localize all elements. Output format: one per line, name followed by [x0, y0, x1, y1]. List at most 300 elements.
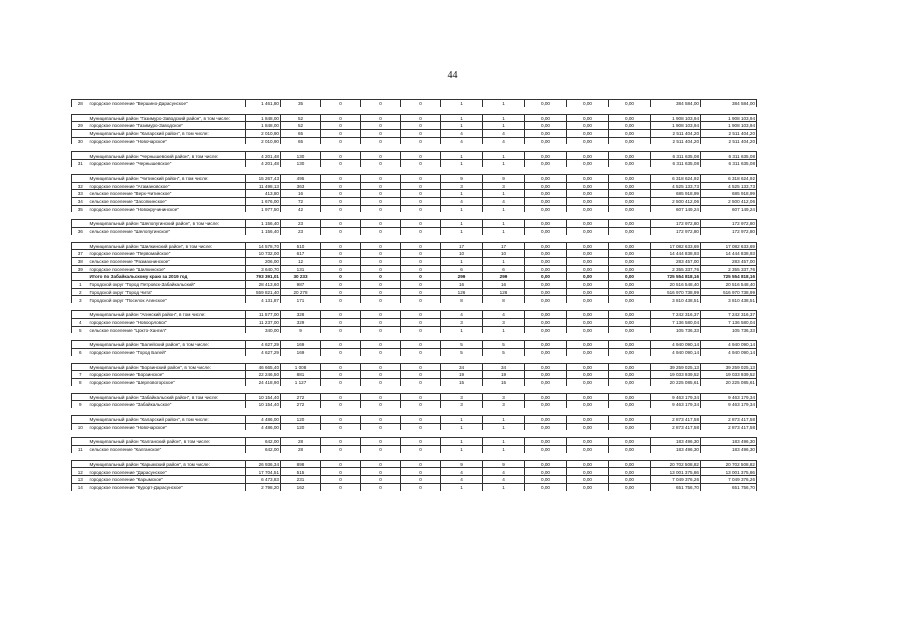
cell-value: 10: [441, 250, 483, 258]
cell-value: 0: [401, 205, 441, 212]
cell-value: 0,00: [567, 220, 609, 228]
table-row: [72, 318, 757, 326]
cell-value: 0: [321, 197, 361, 205]
cell-value: 34: [441, 363, 483, 371]
cell-value: 515: [281, 468, 321, 476]
cell-value: 0: [321, 205, 361, 212]
cell-value: 0: [361, 250, 401, 258]
row-number: 29: [72, 122, 89, 130]
cell-value: 0,00: [567, 348, 609, 355]
cell-value: 0: [321, 160, 361, 167]
cell-value: 0: [401, 446, 441, 453]
cell-value: 0: [361, 190, 401, 198]
row-spacer: [72, 408, 757, 416]
cell-value: 0: [361, 137, 401, 144]
cell-value: 39 259 025,13: [651, 363, 701, 371]
row-name: Муниципальный район "Шилкинский район", в том числе:: [89, 242, 246, 250]
row-number: [72, 341, 89, 349]
cell-value: 0,00: [525, 174, 567, 182]
row-name: городское поселение "Атамановское": [89, 182, 246, 190]
page-number: 44: [447, 70, 458, 81]
cell-value: 0,00: [567, 130, 609, 138]
cell-value: 6 311 635,08: [701, 152, 757, 160]
cell-value: 0: [361, 227, 401, 234]
cell-value: 1: [441, 438, 483, 446]
cell-value: 15: [483, 378, 525, 385]
cell-value: 0,00: [525, 326, 567, 333]
cell-value: 0,00: [567, 401, 609, 408]
cell-value: 0: [361, 446, 401, 453]
cell-value: 283 457,00: [701, 258, 757, 266]
cell-value: 3: [441, 393, 483, 401]
cell-value: 299: [483, 273, 525, 281]
cell-value: 20 225 085,61: [701, 378, 757, 385]
cell-value: 6: [483, 265, 525, 273]
cell-value: 0: [361, 273, 401, 281]
cell-value: 0,00: [567, 378, 609, 385]
cell-value: 14 444 838,93: [651, 250, 701, 258]
table-row: [72, 190, 757, 198]
cell-value: 0,00: [609, 250, 651, 258]
cell-value: 3 640,70: [246, 265, 281, 273]
cell-value: 2 355 337,76: [701, 265, 757, 273]
cell-value: 5: [483, 348, 525, 355]
row-name: городское поселение "Газимуро-Заводское": [89, 122, 246, 130]
table-row: [72, 273, 757, 281]
cell-value: 20 225 085,61: [651, 378, 701, 385]
cell-value: 0,00: [567, 296, 609, 303]
cell-value: 0,00: [525, 416, 567, 424]
cell-value: 0: [361, 160, 401, 167]
cell-value: 120: [281, 416, 321, 424]
cell-value: 4: [441, 137, 483, 144]
row-number: [72, 460, 89, 468]
cell-value: 20 516 548,40: [651, 281, 701, 289]
cell-value: 0: [401, 348, 441, 355]
cell-value: 0,00: [609, 265, 651, 273]
row-number: 8: [72, 378, 89, 385]
cell-value: 2 355 337,76: [651, 265, 701, 273]
cell-value: 0,00: [525, 100, 567, 107]
table-row: [72, 401, 757, 408]
cell-value: 183 496,30: [651, 446, 701, 453]
row-name: Муниципальный район "Чернышевский район", в том числе:: [89, 152, 246, 160]
cell-value: 11 577,00: [246, 311, 281, 319]
cell-value: 35: [281, 100, 321, 107]
cell-value: 1: [483, 423, 525, 430]
cell-value: 651 756,70: [651, 483, 701, 490]
cell-value: 0: [401, 182, 441, 190]
cell-value: 685 918,99: [701, 190, 757, 198]
row-name: Муниципальный район "Балейский район", в том числе:: [89, 341, 246, 349]
cell-value: 3: [483, 393, 525, 401]
row-name: Муниципальный район "Калганский район", в том числе:: [89, 438, 246, 446]
cell-value: 0,00: [525, 227, 567, 234]
cell-value: 0,00: [525, 152, 567, 160]
cell-value: 0: [321, 483, 361, 490]
cell-value: 3: [441, 182, 483, 190]
cell-value: 19 033 939,52: [701, 371, 757, 379]
cell-value: 1: [483, 160, 525, 167]
cell-value: 1: [483, 446, 525, 453]
cell-value: 0,00: [609, 468, 651, 476]
row-name: Итого по Забайкальскому краю за 2019 год: [89, 273, 246, 281]
cell-value: 0: [361, 220, 401, 228]
row-name: городское поселение "Борзинское": [89, 371, 246, 379]
cell-value: 0,00: [525, 468, 567, 476]
cell-value: 15: [441, 378, 483, 385]
cell-value: 283 457,00: [651, 258, 701, 266]
table-row: [72, 227, 757, 234]
cell-value: 0: [321, 326, 361, 333]
cell-value: 19: [483, 371, 525, 379]
cell-value: 0,00: [525, 250, 567, 258]
cell-value: 2 010,90: [246, 130, 281, 138]
cell-value: 0,00: [609, 296, 651, 303]
row-name: сельское поселение "Верх-Читинское": [89, 190, 246, 198]
cell-value: 0: [321, 130, 361, 138]
cell-value: 7 242 316,37: [651, 311, 701, 319]
cell-value: 0,00: [567, 250, 609, 258]
cell-value: 13 001 375,86: [701, 468, 757, 476]
cell-value: 0: [321, 468, 361, 476]
row-name: Муниципальный район "Агинский район", в том числе:: [89, 311, 246, 319]
cell-value: 1: [483, 326, 525, 333]
cell-value: 0,00: [609, 114, 651, 122]
cell-value: 3: [483, 182, 525, 190]
row-name: сельское поселение "Калганское": [89, 446, 246, 453]
cell-value: 1: [441, 416, 483, 424]
cell-value: 0,00: [567, 281, 609, 289]
cell-value: 1 008: [281, 363, 321, 371]
cell-value: 2 873 417,58: [701, 416, 757, 424]
cell-value: 3: [441, 318, 483, 326]
cell-value: 169: [281, 348, 321, 355]
cell-value: 617: [281, 250, 321, 258]
cell-value: 7 049 376,26: [651, 476, 701, 484]
cell-value: 4 940 090,14: [651, 341, 701, 349]
cell-value: 9 463 179,34: [651, 393, 701, 401]
table-row: [72, 250, 757, 258]
cell-value: 0,00: [609, 197, 651, 205]
cell-value: 6 473,83: [246, 476, 281, 484]
cell-value: 17 082 633,69: [701, 242, 757, 250]
cell-value: 0: [361, 393, 401, 401]
cell-value: 2 873 417,58: [651, 423, 701, 430]
cell-value: 17: [483, 242, 525, 250]
row-number: [72, 152, 89, 160]
row-number: 36: [72, 227, 89, 234]
cell-value: 0: [361, 460, 401, 468]
cell-value: 0,00: [609, 401, 651, 408]
row-name: городское поселение "Новочарское": [89, 137, 246, 144]
row-name: городское поселение "Первомайское": [89, 250, 246, 258]
cell-value: 0: [401, 114, 441, 122]
table-row: [72, 182, 757, 190]
cell-value: 0,00: [525, 160, 567, 167]
cell-value: 3 810 438,51: [651, 296, 701, 303]
cell-value: 329: [281, 318, 321, 326]
row-name: городское поселение "Новоорловск": [89, 318, 246, 326]
cell-value: 1 848,00: [246, 114, 281, 122]
cell-value: 725 554 818,16: [651, 273, 701, 281]
cell-value: 340,00: [246, 326, 281, 333]
cell-value: 0,00: [567, 341, 609, 349]
cell-value: 19: [441, 371, 483, 379]
cell-value: 15 267,43: [246, 174, 281, 182]
cell-value: 1 676,00: [246, 197, 281, 205]
cell-value: 0,00: [567, 468, 609, 476]
cell-value: 0: [321, 122, 361, 130]
cell-value: 0: [361, 258, 401, 266]
cell-value: 9: [483, 460, 525, 468]
cell-value: 0: [361, 311, 401, 319]
cell-value: 0,00: [567, 423, 609, 430]
table-row: [72, 220, 757, 228]
cell-value: 0: [361, 100, 401, 107]
cell-value: 0: [361, 438, 401, 446]
cell-value: 130: [281, 152, 321, 160]
table-row: [72, 378, 757, 385]
cell-value: 1: [483, 416, 525, 424]
cell-value: 9 463 179,34: [701, 401, 757, 408]
cell-value: 0: [401, 288, 441, 296]
cell-value: 9 463 179,34: [651, 401, 701, 408]
cell-value: 7 049 376,26: [701, 476, 757, 484]
cell-value: 0: [321, 423, 361, 430]
cell-value: 10 154,40: [246, 393, 281, 401]
cell-value: 0,00: [525, 114, 567, 122]
cell-value: 0: [321, 220, 361, 228]
cell-value: 1 908 103,94: [651, 114, 701, 122]
cell-value: 0: [321, 227, 361, 234]
cell-value: 0,00: [609, 460, 651, 468]
cell-value: 65: [281, 137, 321, 144]
cell-value: 0,00: [525, 363, 567, 371]
row-name: городское поселение "Город Балей": [89, 348, 246, 355]
cell-value: 0,00: [525, 401, 567, 408]
cell-value: 299: [441, 273, 483, 281]
cell-value: 0: [401, 152, 441, 160]
cell-value: 0: [401, 326, 441, 333]
cell-value: 0,00: [567, 363, 609, 371]
cell-value: 4: [441, 130, 483, 138]
cell-value: 52: [281, 114, 321, 122]
cell-value: 0: [321, 378, 361, 385]
cell-value: 131: [281, 265, 321, 273]
row-number: 39: [72, 265, 89, 273]
cell-value: 272: [281, 393, 321, 401]
cell-value: 0: [321, 242, 361, 250]
cell-value: 0: [361, 483, 401, 490]
cell-value: 2 511 404,20: [701, 130, 757, 138]
cell-value: 6 318 624,92: [701, 174, 757, 182]
cell-value: 0,00: [525, 130, 567, 138]
row-number: [72, 273, 89, 281]
row-number: 30: [72, 137, 89, 144]
table-row: [72, 483, 757, 490]
cell-value: 20 278: [281, 288, 321, 296]
cell-value: 0: [321, 401, 361, 408]
cell-value: 384 584,00: [651, 100, 701, 107]
row-name: Муниципальный район "Карымский район", в том числе:: [89, 460, 246, 468]
cell-value: 4 525 133,73: [701, 182, 757, 190]
cell-value: 0,00: [609, 152, 651, 160]
cell-value: 0: [361, 242, 401, 250]
cell-value: 4 201,48: [246, 160, 281, 167]
cell-value: 0: [321, 393, 361, 401]
table-row: [72, 438, 757, 446]
cell-value: 0: [321, 174, 361, 182]
table-row: [72, 311, 757, 319]
cell-value: 72: [281, 197, 321, 205]
row-name: городское поселение "Новочарское": [89, 423, 246, 430]
cell-value: 0,00: [609, 483, 651, 490]
cell-value: 0,00: [525, 318, 567, 326]
cell-value: 0,00: [525, 205, 567, 212]
cell-value: 2 511 404,20: [651, 130, 701, 138]
cell-value: 0: [321, 182, 361, 190]
cell-value: 0,00: [525, 476, 567, 484]
cell-value: 28: [281, 446, 321, 453]
cell-value: 0: [401, 363, 441, 371]
cell-value: 0: [321, 288, 361, 296]
cell-value: 126: [483, 288, 525, 296]
cell-value: 11 237,00: [246, 318, 281, 326]
table-row: [72, 122, 757, 130]
cell-value: 0,00: [609, 378, 651, 385]
cell-value: 4: [441, 476, 483, 484]
cell-value: 1: [483, 227, 525, 234]
cell-value: 0,00: [609, 326, 651, 333]
cell-value: 0,00: [567, 190, 609, 198]
cell-value: 0: [401, 296, 441, 303]
cell-value: 0: [361, 401, 401, 408]
cell-value: 1: [483, 190, 525, 198]
cell-value: 4 940 090,14: [701, 341, 757, 349]
cell-value: 16: [441, 281, 483, 289]
cell-value: 363: [281, 182, 321, 190]
cell-value: 10: [483, 250, 525, 258]
cell-value: 0: [401, 393, 441, 401]
cell-value: 0,00: [525, 281, 567, 289]
cell-value: 7 136 580,04: [651, 318, 701, 326]
row-number: [72, 130, 89, 138]
cell-value: 10 732,00: [246, 250, 281, 258]
row-number: 11: [72, 446, 89, 453]
row-name: Муниципальный район "Каларский район", в том числе:: [89, 130, 246, 138]
cell-value: 9: [441, 460, 483, 468]
row-name: городское поселение "Шерловогорское": [89, 378, 246, 385]
cell-value: 6 318 624,92: [651, 174, 701, 182]
cell-value: 4 201,48: [246, 152, 281, 160]
cell-value: 4: [441, 197, 483, 205]
row-number: [72, 220, 89, 228]
table-row: [72, 137, 757, 144]
cell-value: 0,00: [609, 100, 651, 107]
cell-value: 5: [441, 348, 483, 355]
cell-value: 1: [483, 205, 525, 212]
cell-value: 2 511 404,20: [651, 137, 701, 144]
cell-value: 2 010,90: [246, 137, 281, 144]
cell-value: 0,00: [525, 423, 567, 430]
cell-value: 4 627,29: [246, 341, 281, 349]
row-number: 7: [72, 371, 89, 379]
cell-value: 4: [483, 468, 525, 476]
row-number: [72, 363, 89, 371]
row-spacer: [72, 107, 757, 115]
cell-value: 0: [401, 197, 441, 205]
cell-value: 6: [441, 265, 483, 273]
cell-value: 1 977,50: [246, 205, 281, 212]
cell-value: 0,00: [609, 137, 651, 144]
cell-value: 0,00: [609, 476, 651, 484]
register-table: [71, 99, 757, 491]
cell-value: 328: [281, 311, 321, 319]
row-spacer: [72, 144, 757, 152]
row-name: Городской округ "Город Петровск-Забайкальский": [89, 281, 246, 289]
cell-value: 1: [483, 438, 525, 446]
cell-value: 0,00: [609, 242, 651, 250]
cell-value: 0: [401, 220, 441, 228]
row-name: сельское поселение "Засопкинское": [89, 197, 246, 205]
cell-value: 0,00: [567, 137, 609, 144]
cell-value: 1: [441, 326, 483, 333]
row-number: 2: [72, 288, 89, 296]
cell-value: 206,00: [246, 258, 281, 266]
cell-value: 0: [361, 318, 401, 326]
cell-value: 0,00: [525, 296, 567, 303]
cell-value: 2 873 417,58: [701, 423, 757, 430]
row-number: [72, 114, 89, 122]
cell-value: 0: [321, 460, 361, 468]
cell-value: 4: [441, 311, 483, 319]
cell-value: 0,00: [525, 190, 567, 198]
row-name: городское поселение "Забайкальское": [89, 401, 246, 408]
cell-value: 0: [361, 296, 401, 303]
cell-value: 0: [401, 318, 441, 326]
cell-value: 0: [401, 258, 441, 266]
cell-value: 607 149,24: [651, 205, 701, 212]
cell-value: 272: [281, 401, 321, 408]
table-row: [72, 371, 757, 379]
cell-value: 0: [401, 265, 441, 273]
cell-value: 1 908 103,94: [701, 122, 757, 130]
cell-value: 0,00: [609, 393, 651, 401]
cell-value: 898: [281, 460, 321, 468]
cell-value: 34: [483, 363, 525, 371]
table-row: [72, 468, 757, 476]
table-row: [72, 160, 757, 167]
cell-value: 0: [321, 152, 361, 160]
cell-value: 0,00: [609, 258, 651, 266]
table-row: [72, 288, 757, 296]
cell-value: 22 246,50: [246, 371, 281, 379]
cell-value: 169: [281, 341, 321, 349]
row-number: 37: [72, 250, 89, 258]
cell-value: 0: [321, 416, 361, 424]
cell-value: 0: [361, 288, 401, 296]
cell-value: 0: [321, 446, 361, 453]
cell-value: 0: [321, 476, 361, 484]
cell-value: 1 908 103,94: [651, 122, 701, 130]
cell-value: 0: [401, 378, 441, 385]
row-number: 10: [72, 423, 89, 430]
cell-value: 0: [401, 281, 441, 289]
table-row: [72, 265, 757, 273]
cell-value: 0,00: [567, 446, 609, 453]
cell-value: 516 970 738,99: [701, 288, 757, 296]
